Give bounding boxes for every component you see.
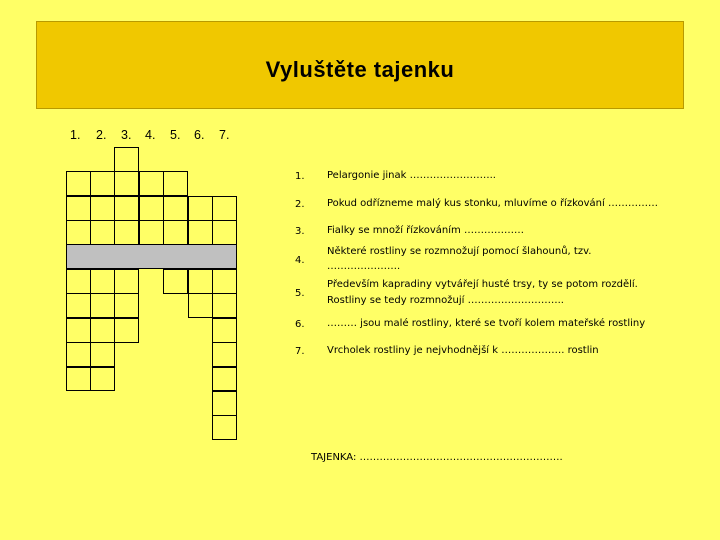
question-number-3: 3. (295, 226, 305, 237)
question-text-5-line-1: Především kapradiny vytvářejí husté trsy, ty se potom rozdělí. (327, 279, 638, 290)
question-number-7: 7. (295, 346, 305, 357)
crossword-cell-col4-row4[interactable] (139, 220, 164, 245)
question-text-1: Pelargonie jinak …………………….. (327, 170, 496, 181)
crossword-cell-col3-row8[interactable] (114, 318, 139, 343)
question-text-2: Pokud odřízneme malý kus stonku, mluvíme o řízkování …………… (327, 198, 658, 209)
column-number-4: 4. (145, 128, 156, 142)
column-number-7: 7. (219, 128, 230, 142)
crossword-cell-col7-row4[interactable] (212, 220, 237, 245)
question-text-5-line-2: Rostliny se tedy rozmnožují ……………………….. (327, 295, 564, 306)
crossword-cell-col5-row4[interactable] (163, 220, 188, 245)
crossword-cell-col5-row6[interactable] (163, 269, 188, 294)
crossword-cell-col6-row4[interactable] (188, 220, 213, 245)
crossword-cell-col2-row6[interactable] (90, 269, 115, 294)
crossword-cell-col7-row7[interactable] (212, 293, 237, 318)
crossword-cell-col2-row3[interactable] (90, 196, 115, 221)
crossword-cell-col1-row6[interactable] (66, 269, 91, 294)
crossword-cell-col6-row6[interactable] (188, 269, 213, 294)
question-text-7: Vrcholek rostliny je nejvhodnější k ………………. rostlin (327, 345, 599, 356)
column-number-5: 5. (170, 128, 181, 142)
crossword-cell-col3-row6[interactable] (114, 269, 139, 294)
crossword-cell-col6-row7[interactable] (188, 293, 213, 318)
crossword-cell-col1-row10[interactable] (66, 367, 91, 392)
column-number-6: 6. (194, 128, 205, 142)
crossword-cell-col3-row1[interactable] (114, 147, 139, 172)
crossword-cell-col3-row2[interactable] (114, 171, 139, 196)
column-number-1: 1. (70, 128, 81, 142)
crossword-cell-col1-row2[interactable] (66, 171, 91, 196)
question-text-4-line-2: …………………. (327, 261, 401, 272)
crossword-cell-col7-row6[interactable] (212, 269, 237, 294)
column-number-3: 3. (121, 128, 132, 142)
crossword-cell-col1-row9[interactable] (66, 342, 91, 367)
crossword-cell-col2-row7[interactable] (90, 293, 115, 318)
question-number-4: 4. (295, 255, 305, 266)
crossword-cell-col3-row3[interactable] (114, 196, 139, 221)
question-text-4-line-1: Některé rostliny se rozmnožují pomocí šlahounů, tzv. (327, 246, 592, 257)
crossword-cell-col5-row3[interactable] (163, 196, 188, 221)
crossword-cell-col7-row10[interactable] (212, 367, 237, 392)
crossword-cell-col7-row11[interactable] (212, 391, 237, 416)
crossword-cell-col2-row8[interactable] (90, 318, 115, 343)
tajenka-label: TAJENKA: ……………………………………………………. (311, 452, 563, 463)
crossword-cell-col2-row10[interactable] (90, 367, 115, 392)
crossword-cell-col7-row8[interactable] (212, 318, 237, 343)
crossword-cell-col3-row7[interactable] (114, 293, 139, 318)
question-number-1: 1. (295, 171, 305, 182)
crossword-cell-col4-row3[interactable] (139, 196, 164, 221)
solution-row-band (66, 244, 237, 269)
question-number-5: 5. (295, 288, 305, 299)
crossword-cell-col3-row4[interactable] (114, 220, 139, 245)
crossword-cell-col1-row3[interactable] (66, 196, 91, 221)
crossword-cell-col2-row2[interactable] (90, 171, 115, 196)
question-number-6: 6. (295, 319, 305, 330)
crossword-cell-col4-row2[interactable] (139, 171, 164, 196)
crossword-cell-col7-row9[interactable] (212, 342, 237, 367)
crossword-cell-col5-row2[interactable] (163, 171, 188, 196)
column-number-2: 2. (96, 128, 107, 142)
title-banner (36, 21, 684, 109)
question-text-6: ……… jsou malé rostliny, které se tvoří kolem mateřské rostliny (327, 318, 646, 329)
question-text-3: Fialky se množí řízkováním ……………… (327, 225, 524, 236)
page-title: Vyluštěte tajenku (265, 57, 455, 82)
crossword-cell-col6-row3[interactable] (188, 196, 213, 221)
question-number-2: 2. (295, 199, 305, 210)
crossword-cell-col1-row7[interactable] (66, 293, 91, 318)
crossword-cell-col2-row9[interactable] (90, 342, 115, 367)
crossword-cell-col1-row4[interactable] (66, 220, 91, 245)
crossword-cell-col7-row12[interactable] (212, 415, 237, 440)
crossword-cell-col7-row3[interactable] (212, 196, 237, 221)
crossword-cell-col2-row4[interactable] (90, 220, 115, 245)
crossword-cell-col1-row8[interactable] (66, 318, 91, 343)
